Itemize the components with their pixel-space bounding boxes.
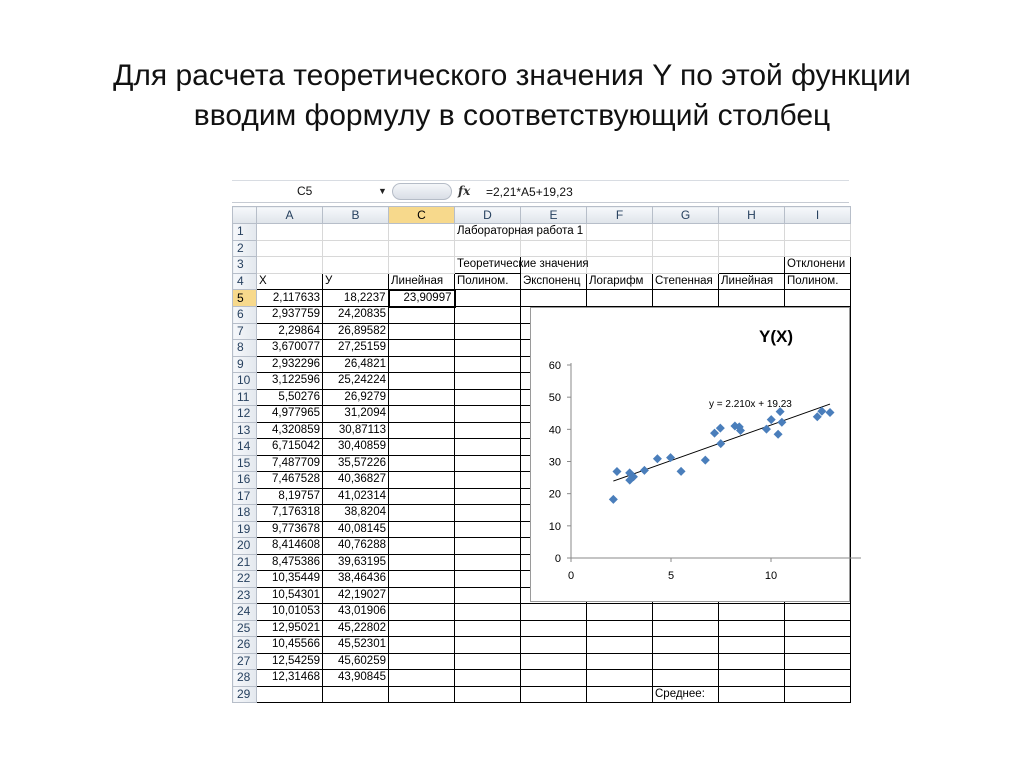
column-header-g[interactable]: G [653,207,719,224]
cell-h29[interactable] [719,686,785,703]
row-header[interactable]: 25 [233,620,257,637]
data-point [767,415,776,424]
cell-c5[interactable]: 23,90997 [389,290,455,307]
cell-c2[interactable] [389,240,455,257]
cell-d3[interactable]: Теоретические значения [455,257,521,274]
sheet-row [233,686,851,703]
column-header-h[interactable]: H [719,207,785,224]
cell-f2[interactable] [587,240,653,257]
cell-g27[interactable] [653,653,719,670]
row-header[interactable]: 14 [233,439,257,456]
cell-a7[interactable]: 2,29864 [257,323,323,340]
row-header[interactable]: 26 [233,637,257,654]
sheet-row [233,257,851,274]
row-header[interactable]: 1 [233,224,257,241]
cell-f24[interactable] [587,604,653,621]
cell-c4[interactable]: Линейная [389,273,455,290]
column-header-row [233,207,851,224]
cell-i1[interactable] [785,224,851,241]
cell-c7[interactable] [389,323,455,340]
cell-c22[interactable] [389,571,455,588]
cell-i25[interactable] [785,620,851,637]
spreadsheet-screenshot [232,180,849,738]
cell-d23[interactable] [455,587,521,604]
cell-b10[interactable]: 25,24224 [323,373,389,390]
cell-a14[interactable]: 6,715042 [257,439,323,456]
cell-e5[interactable] [521,290,587,307]
cell-a28[interactable]: 12,31468 [257,670,323,687]
column-header-i[interactable]: I [785,207,851,224]
cell-a3[interactable] [257,257,323,274]
cell-h25[interactable] [719,620,785,637]
cell-a5[interactable]: 2,117633 [257,290,323,307]
cell-b25[interactable]: 45,22802 [323,620,389,637]
data-point [609,495,618,504]
y-tick-label: 40 [548,424,561,437]
cell-a19[interactable]: 9,773678 [257,521,323,538]
cell-d15[interactable] [455,455,521,472]
cell-a18[interactable]: 7,176318 [257,505,323,522]
cell-d28[interactable] [455,670,521,687]
cell-h5[interactable] [719,290,785,307]
sheet-row [233,273,851,290]
chart-title: Y(X) [759,327,793,346]
data-point [701,456,710,465]
row-header[interactable]: 9 [233,356,257,373]
cell-b12[interactable]: 31,2094 [323,406,389,423]
y-tick-label: 60 [548,360,561,372]
row-header[interactable]: 10 [233,373,257,390]
cell-i29[interactable] [785,686,851,703]
cell-c18[interactable] [389,505,455,522]
chart-svg [531,308,851,603]
cell-b29[interactable] [323,686,389,703]
data-point [716,424,725,433]
row-header[interactable]: 2 [233,240,257,257]
row-header[interactable]: 24 [233,604,257,621]
cell-c8[interactable] [389,340,455,357]
column-header-f[interactable]: F [587,207,653,224]
cell-c19[interactable] [389,521,455,538]
chevron-down-icon[interactable]: ▼ [378,186,387,196]
cell-f1[interactable] [587,224,653,241]
row-header[interactable]: 19 [233,521,257,538]
cell-g26[interactable] [653,637,719,654]
cell-a12[interactable]: 4,977965 [257,406,323,423]
column-header-a[interactable]: A [257,207,323,224]
cell-b22[interactable]: 38,46436 [323,571,389,588]
cell-a26[interactable]: 10,45566 [257,637,323,654]
cell-d22[interactable] [455,571,521,588]
cell-f26[interactable] [587,637,653,654]
cell-c29[interactable] [389,686,455,703]
cell-d24[interactable] [455,604,521,621]
cell-b11[interactable]: 26,9279 [323,389,389,406]
cell-c24[interactable] [389,604,455,621]
y-tick-label: 50 [548,392,561,405]
row-header[interactable]: 29 [233,686,257,703]
cell-b16[interactable]: 40,36827 [323,472,389,489]
trendline-equation: y = 2.210x + 19.23 [709,399,792,410]
cell-i27[interactable] [785,653,851,670]
cell-d1[interactable]: Лабораторная работа 1 [455,224,521,241]
sheet-row [233,224,851,241]
data-point [640,466,649,475]
cell-g29[interactable]: Среднее: [653,686,719,703]
cell-h26[interactable] [719,637,785,654]
sheet-row [233,637,851,654]
cell-d6[interactable] [455,307,521,324]
y-tick-label: 0 [554,553,561,565]
row-header[interactable]: 27 [233,653,257,670]
cell-d18[interactable] [455,505,521,522]
row-header[interactable]: 15 [233,455,257,472]
row-header[interactable]: 7 [233,323,257,340]
cell-b3[interactable] [323,257,389,274]
data-point [666,453,675,462]
cell-b5[interactable]: 18,2237 [323,290,389,307]
cell-d26[interactable] [455,637,521,654]
sheet-row [233,653,851,670]
cell-i24[interactable] [785,604,851,621]
cell-g28[interactable] [653,670,719,687]
cell-d17[interactable] [455,488,521,505]
cell-d7[interactable] [455,323,521,340]
cell-b19[interactable]: 40,08145 [323,521,389,538]
cell-e26[interactable] [521,637,587,654]
cell-e24[interactable] [521,604,587,621]
cell-h28[interactable] [719,670,785,687]
column-header-c[interactable]: C [389,207,455,224]
cell-g3[interactable] [653,257,719,274]
cell-c27[interactable] [389,653,455,670]
cell-g24[interactable] [653,604,719,621]
row-header[interactable]: 23 [233,587,257,604]
formula-bar [232,180,849,203]
cell-b6[interactable]: 24,20835 [323,307,389,324]
cell-c1[interactable] [389,224,455,241]
row-header[interactable]: 17 [233,488,257,505]
cell-d4[interactable]: Полином. [455,273,521,290]
cell-a21[interactable]: 8,475386 [257,554,323,571]
cell-c20[interactable] [389,538,455,555]
cell-b1[interactable] [323,224,389,241]
cell-d5[interactable] [455,290,521,307]
cell-a15[interactable]: 7,487709 [257,455,323,472]
cell-a1[interactable] [257,224,323,241]
cell-h2[interactable] [719,240,785,257]
data-point [774,430,783,439]
formula-buttons [392,183,482,201]
cell-b28[interactable]: 43,90845 [323,670,389,687]
cell-a8[interactable]: 3,670077 [257,340,323,357]
cell-a6[interactable]: 2,937759 [257,307,323,324]
cell-c17[interactable] [389,488,455,505]
cell-c16[interactable] [389,472,455,489]
scatter-chart[interactable] [530,307,850,602]
cell-b2[interactable] [323,240,389,257]
cell-f4[interactable]: Логарифм [587,273,653,290]
cell-d12[interactable] [455,406,521,423]
cell-a16[interactable]: 7,467528 [257,472,323,489]
cell-a22[interactable]: 10,35449 [257,571,323,588]
cell-b21[interactable]: 39,63195 [323,554,389,571]
cell-d16[interactable] [455,472,521,489]
cell-c26[interactable] [389,637,455,654]
cell-c23[interactable] [389,587,455,604]
cell-f3[interactable] [587,257,653,274]
cell-d19[interactable] [455,521,521,538]
function-icon[interactable]: fx [458,184,471,198]
cell-i4[interactable]: Полином. [785,273,851,290]
cell-c9[interactable] [389,356,455,373]
cell-d10[interactable] [455,373,521,390]
slide-title [0,56,1024,136]
cell-a27[interactable]: 12,54259 [257,653,323,670]
cell-h24[interactable] [719,604,785,621]
cell-b15[interactable]: 35,57226 [323,455,389,472]
y-tick-label: 30 [548,456,561,469]
cell-h1[interactable] [719,224,785,241]
formula-cancel-enter-pill[interactable] [392,183,452,200]
cell-b17[interactable]: 41,02314 [323,488,389,505]
cell-d8[interactable] [455,340,521,357]
cell-d2[interactable] [455,240,521,257]
cell-d29[interactable] [455,686,521,703]
cell-g2[interactable] [653,240,719,257]
cell-i26[interactable] [785,637,851,654]
row-header[interactable]: 16 [233,472,257,489]
row-header[interactable]: 28 [233,670,257,687]
cell-d13[interactable] [455,422,521,439]
cell-e4[interactable]: Экспоненц [521,273,587,290]
sheet-row [233,620,851,637]
cell-d25[interactable] [455,620,521,637]
row-header[interactable]: 5 [233,290,257,307]
cell-a25[interactable]: 12,95021 [257,620,323,637]
row-header[interactable]: 11 [233,389,257,406]
cell-f5[interactable] [587,290,653,307]
cell-f28[interactable] [587,670,653,687]
cell-c14[interactable] [389,439,455,456]
cell-h4[interactable]: Линейная [719,273,785,290]
cell-c15[interactable] [389,455,455,472]
cell-a23[interactable]: 10,54301 [257,587,323,604]
cell-c13[interactable] [389,422,455,439]
row-header[interactable]: 18 [233,505,257,522]
column-header-b[interactable]: B [323,207,389,224]
cell-i28[interactable] [785,670,851,687]
sheet-row [233,604,851,621]
cell-c21[interactable] [389,554,455,571]
cell-a11[interactable]: 5,50276 [257,389,323,406]
row-header[interactable]: 12 [233,406,257,423]
cell-c3[interactable] [389,257,455,274]
cell-a17[interactable]: 8,19757 [257,488,323,505]
cell-c10[interactable] [389,373,455,390]
cell-d20[interactable] [455,538,521,555]
column-header-e[interactable]: E [521,207,587,224]
data-point [653,454,662,463]
cell-c11[interactable] [389,389,455,406]
cell-b9[interactable]: 26,4821 [323,356,389,373]
cell-a10[interactable]: 3,122596 [257,373,323,390]
cell-b23[interactable]: 42,19027 [323,587,389,604]
cell-a2[interactable] [257,240,323,257]
cell-g1[interactable] [653,224,719,241]
row-header[interactable]: 8 [233,340,257,357]
formula-input[interactable]: =2,21*A5+19,23 [486,185,573,199]
data-point [716,439,725,448]
cell-e29[interactable] [521,686,587,703]
cell-c12[interactable] [389,406,455,423]
cell-d27[interactable] [455,653,521,670]
cell-f25[interactable] [587,620,653,637]
row-header[interactable]: 3 [233,257,257,274]
sheet-row [233,670,851,687]
data-point [677,467,686,476]
row-header[interactable]: 13 [233,422,257,439]
cell-e2[interactable] [521,240,587,257]
cell-f29[interactable] [587,686,653,703]
cell-a24[interactable]: 10,01053 [257,604,323,621]
cell-a13[interactable]: 4,320859 [257,422,323,439]
cell-e25[interactable] [521,620,587,637]
cell-g25[interactable] [653,620,719,637]
slide-title-line1: Для расчета теоретического значения Y по этой функции [113,59,911,92]
row-header[interactable]: 6 [233,307,257,324]
data-point [777,418,786,427]
data-point [612,467,621,476]
cell-i2[interactable] [785,240,851,257]
cell-d14[interactable] [455,439,521,456]
cell-a29[interactable] [257,686,323,703]
cell-b24[interactable]: 43,01906 [323,604,389,621]
cell-b26[interactable]: 45,52301 [323,637,389,654]
cell-c25[interactable] [389,620,455,637]
data-point [826,408,835,417]
cell-b18[interactable]: 38,8204 [323,505,389,522]
row-header[interactable]: 21 [233,554,257,571]
cell-f27[interactable] [587,653,653,670]
x-tick-label: 10 [764,570,778,582]
cell-b13[interactable]: 30,87113 [323,422,389,439]
cell-c6[interactable] [389,307,455,324]
cell-c28[interactable] [389,670,455,687]
select-all-corner[interactable] [233,207,257,224]
cell-e27[interactable] [521,653,587,670]
cell-a4[interactable]: X [257,273,323,290]
cell-b27[interactable]: 45,60259 [323,653,389,670]
column-header-d[interactable]: D [455,207,521,224]
x-tick-label: 5 [667,570,675,582]
slide-title-line2: вводим формулу в соответствующий столбец [193,99,831,132]
cell-g5[interactable] [653,290,719,307]
cell-a20[interactable]: 8,414608 [257,538,323,555]
sheet-row [233,290,851,307]
cell-h27[interactable] [719,653,785,670]
cell-i3[interactable]: Отклонени [785,257,851,274]
y-tick-label: 10 [548,520,561,533]
row-header[interactable]: 4 [233,273,257,290]
cell-b20[interactable]: 40,76288 [323,538,389,555]
x-tick-label: 0 [567,570,575,582]
data-point [710,429,719,438]
cell-b8[interactable]: 27,25159 [323,340,389,357]
cell-d11[interactable] [455,389,521,406]
name-box[interactable] [232,182,387,201]
cell-e28[interactable] [521,670,587,687]
row-header[interactable]: 20 [233,538,257,555]
cell-g4[interactable]: Степенная [653,273,719,290]
cell-i5[interactable] [785,290,851,307]
cell-d21[interactable] [455,554,521,571]
cell-b7[interactable]: 26,89582 [323,323,389,340]
name-box-value: C5 [297,184,313,198]
cell-h3[interactable] [719,257,785,274]
row-header[interactable]: 22 [233,571,257,588]
cell-b4[interactable]: У [323,273,389,290]
cell-a9[interactable]: 2,932296 [257,356,323,373]
cell-b14[interactable]: 30,40859 [323,439,389,456]
sheet-row [233,240,851,257]
y-tick-label: 20 [548,488,561,501]
cell-d9[interactable] [455,356,521,373]
